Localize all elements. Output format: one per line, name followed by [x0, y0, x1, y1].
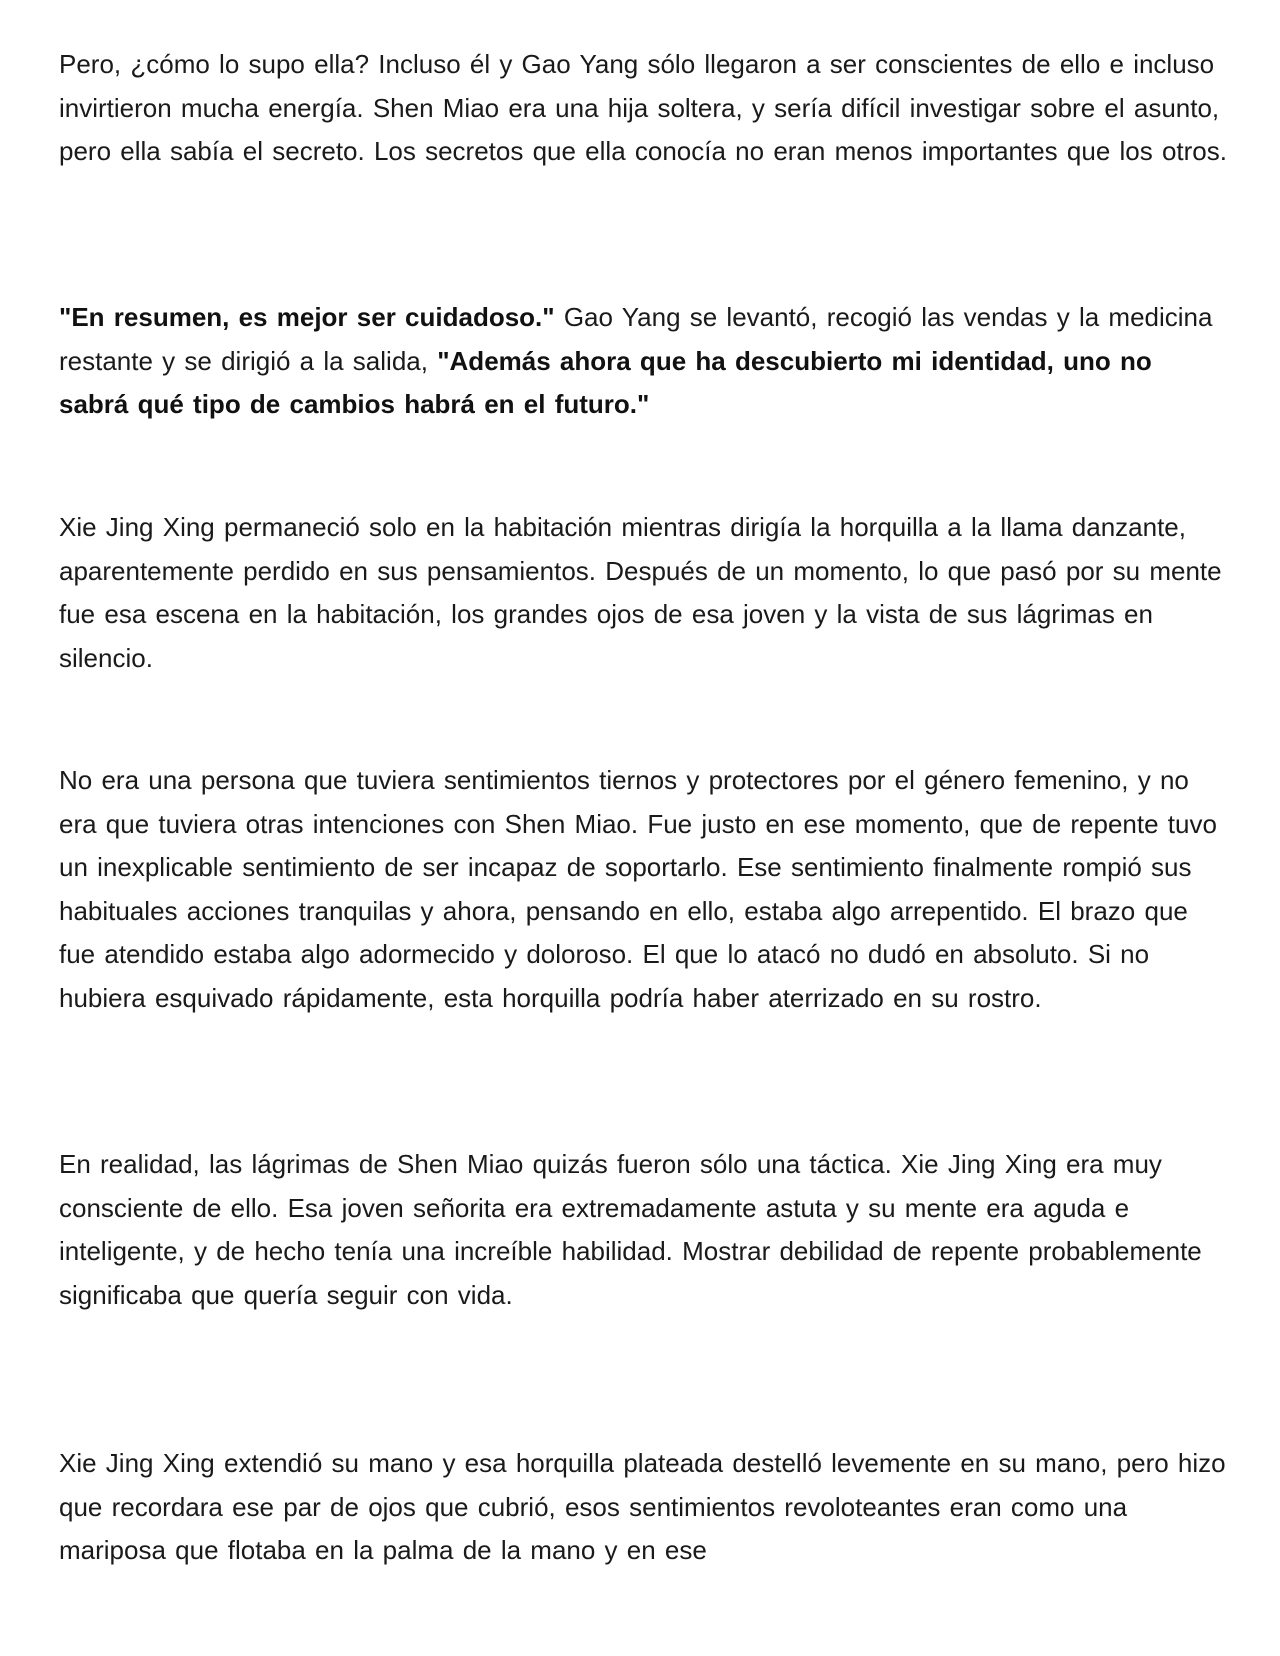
paragraph-1: Pero, ¿cómo lo supo ella? Incluso él y Gao Yang sólo llegaron a ser conscientes de ello e incluso invirtieron mucha energía. Shen Miao era una hija soltera, y sería difícil investigar sobre el asunto, pero ella sabía el secreto. Los secretos que ella conocía no eran menos importantes que los otros.: [59, 49, 1227, 166]
paragraph-5: En realidad, las lágrimas de Shen Miao quizás fueron sólo una táctica. Xie Jing Xing era muy consciente de ello. Esa joven señorita era extremadamente astuta y su mente era aguda e inteligente, y de hecho tenía una increíble habilidad. Mostrar debilidad de repente probablemente significaba que quería seguir con vida.: [59, 1149, 1202, 1310]
dialogue-quote-2: "Además ahora que ha descubierto mi identidad, uno no sabrá qué tipo de cambios habrá en el futuro.": [59, 345, 1152, 419]
paragraph-4: No era una persona que tuviera sentimientos tiernos y protectores por el género femenino, y no era que tuviera otras intenciones con Shen Miao. Fue justo en ese momento, que de repente tuvo un inexplicable sentimiento de ser incapaz de soportarlo. Ese sentimiento finalmente rompió sus habituales acciones tranquilas y ahora, pensando en ello, estaba algo arrepentido. El brazo que fue atendido estaba algo adormecido y doloroso. El que lo atacó no dudó en absoluto. Si no hubiera esquivado rápidamente, esta horquilla podría haber aterrizado en su rostro.: [59, 765, 1217, 1013]
paragraph-3: Xie Jing Xing permaneció solo en la habitación mientras dirigía la horquilla a la llama danzante, aparentemente perdido en sus pensamientos. Después de un momento, lo que pasó por su mente fue esa escena en la habitación, los grandes ojos de esa joven y la vista de sus lágrimas en silencio.: [59, 512, 1222, 673]
narration-text: Gao Yang se levantó, recogió las vendas y la medicina restante y se dirigió a la salida,: [59, 302, 1213, 376]
dialogue-quote-1: "En resumen, es mejor ser cuidadoso.": [59, 302, 555, 332]
paragraph-2: [59, 296, 1229, 427]
paragraph-6: Xie Jing Xing extendió su mano y esa horquilla plateada destelló levemente en su mano, pero hizo que recordara ese par de ojos que cubrió, esos sentimientos revoloteantes eran como una mariposa que flotaba en la palma de la mano y en ese: [59, 1448, 1226, 1565]
